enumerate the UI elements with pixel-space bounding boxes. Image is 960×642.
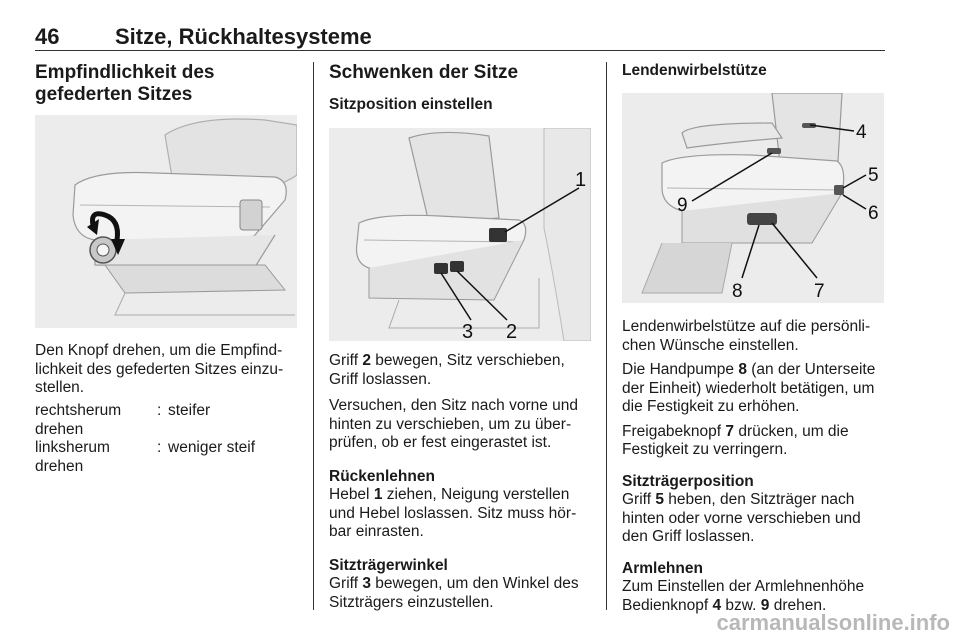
sensitivity-line-1: Den Knopf drehen, um die Empfind- bbox=[35, 342, 283, 359]
table-value: steifer bbox=[168, 402, 211, 419]
text: Hebel bbox=[329, 486, 374, 503]
section-heading-sensitivity: Empfindlichkeit des gefederten Sitzes bbox=[35, 62, 215, 105]
text: Griff bbox=[329, 575, 363, 592]
text: drehen. bbox=[769, 596, 827, 614]
figure-label: 7 bbox=[814, 281, 825, 302]
chapter-title: Sitze, Rückhaltesysteme bbox=[115, 24, 372, 49]
text: Zum Einstellen der Armlehnenhöhe bbox=[622, 578, 865, 595]
text: Griff bbox=[329, 352, 363, 369]
ref-number: 7 bbox=[725, 422, 735, 440]
table-row bbox=[35, 402, 297, 439]
subheading-seat-position: Sitzposition einstellen bbox=[329, 96, 493, 113]
column-3 bbox=[622, 62, 892, 81]
text: Griff loslassen. bbox=[329, 370, 432, 388]
figure-seat-spring-knob bbox=[35, 115, 297, 328]
table-separator: : bbox=[157, 402, 162, 419]
figure-label: 2 bbox=[506, 321, 518, 341]
column-2 bbox=[329, 62, 591, 115]
subheading-carrier-position: Sitzträgerposition bbox=[622, 472, 754, 490]
text: den Griff loslassen. bbox=[622, 528, 755, 545]
text: und Hebel loslassen. Sitz muss hör- bbox=[329, 504, 577, 522]
table-term: linksherum drehen bbox=[35, 439, 110, 475]
text: Versuchen, den Sitz nach vorne und bbox=[329, 397, 579, 414]
figure-label: 5 bbox=[868, 165, 879, 186]
ref-number: 2 bbox=[362, 352, 371, 369]
table-value: weniger steif bbox=[168, 439, 256, 456]
paragraph bbox=[622, 318, 892, 355]
sensitivity-paragraph bbox=[35, 342, 297, 398]
figure-label: 8 bbox=[732, 281, 743, 302]
section-heading-swivel: Schwenken der Sitze bbox=[329, 62, 519, 83]
table-row bbox=[35, 439, 297, 476]
paragraph bbox=[329, 486, 591, 542]
text: bewegen, um den Winkel des bbox=[370, 575, 579, 592]
sensitivity-table bbox=[35, 402, 297, 482]
paragraph bbox=[622, 361, 892, 417]
ref-number: 4 bbox=[712, 596, 722, 614]
ref-number: 8 bbox=[738, 361, 747, 378]
text: prüfen, ob er fest eingerastet ist. bbox=[329, 434, 552, 451]
table-separator: : bbox=[157, 439, 162, 456]
paragraph bbox=[622, 423, 892, 460]
table-term: rechtsherum drehen bbox=[35, 402, 122, 438]
text: bar einrasten. bbox=[329, 523, 424, 540]
subheading-backrest: Rückenlehnen bbox=[329, 467, 435, 485]
subheading-lumbar: Lendenwirbelstütze bbox=[622, 62, 767, 79]
paragraph bbox=[329, 397, 591, 453]
figure-label: 1 bbox=[575, 169, 587, 191]
sensitivity-text bbox=[35, 342, 297, 398]
figure-seat-position bbox=[329, 128, 591, 341]
subheading-armrests: Armlehnen bbox=[622, 559, 703, 577]
text: heben, den Sitzträger nach bbox=[663, 491, 855, 508]
column-divider bbox=[606, 62, 607, 610]
text: Sitzträgers einzustellen. bbox=[329, 593, 494, 611]
text: bzw. bbox=[721, 596, 761, 614]
text: bewegen, Sitz verschieben, bbox=[370, 352, 565, 369]
text: hinten oder vorne verschieben und bbox=[622, 509, 861, 527]
figure-label: 3 bbox=[462, 321, 474, 341]
ref-number: 9 bbox=[760, 596, 770, 614]
text: die Festigkeit zu erhöhen. bbox=[622, 398, 800, 415]
text: hinten zu verschieben, um zu über- bbox=[329, 415, 572, 433]
text: Griff bbox=[622, 491, 656, 508]
text: ziehen, Neigung verstellen bbox=[382, 486, 570, 503]
sensitivity-line-3: stellen. bbox=[35, 379, 85, 396]
text: der Einheit) wiederholt betätigen, um bbox=[622, 379, 875, 397]
ref-number: 1 bbox=[373, 486, 383, 503]
text: Bedienknopf bbox=[622, 596, 713, 614]
ref-number: 3 bbox=[362, 575, 371, 592]
page-header bbox=[35, 24, 885, 52]
paragraph bbox=[622, 491, 892, 547]
text: drücken, um die bbox=[734, 422, 849, 440]
column-1 bbox=[35, 62, 297, 106]
paragraph bbox=[329, 352, 591, 389]
page-number: 46 bbox=[35, 24, 60, 49]
column-divider bbox=[313, 62, 314, 610]
text: (an der Unterseite bbox=[746, 361, 876, 378]
paragraph bbox=[329, 575, 591, 612]
figure-label: 4 bbox=[856, 122, 867, 143]
watermark: carmanualsonline.info bbox=[716, 610, 950, 635]
header-rule bbox=[35, 50, 885, 51]
ref-number: 5 bbox=[655, 491, 664, 508]
text: chen Wünsche einstellen. bbox=[622, 336, 799, 354]
figure-lumbar-support bbox=[622, 93, 884, 303]
text: Freigabeknopf bbox=[622, 422, 726, 440]
text: Festigkeit zu verringern. bbox=[622, 441, 788, 458]
text: Die Handpumpe bbox=[622, 361, 739, 378]
figure-label: 9 bbox=[677, 195, 688, 216]
subheading-carrier-angle: Sitzträgerwinkel bbox=[329, 556, 448, 574]
seat-position-text bbox=[329, 352, 591, 612]
figure-label: 6 bbox=[868, 203, 879, 224]
sensitivity-line-2: lichkeit des gefederten Sitzes einzu- bbox=[35, 360, 284, 378]
lumbar-text bbox=[622, 318, 892, 615]
text: Lendenwirbelstütze auf die persönli- bbox=[622, 318, 871, 335]
